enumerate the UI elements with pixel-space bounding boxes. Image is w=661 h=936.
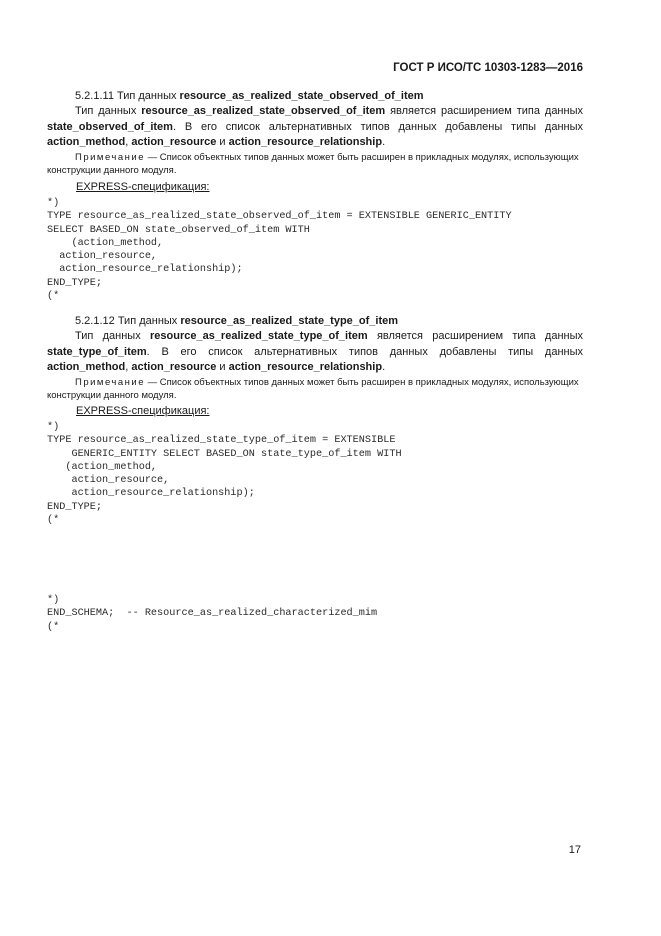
express-spec-label: EXPRESS-спецификация: xyxy=(76,181,210,193)
section-paragraph: Тип данных resource_as_realized_state_observed_of_item является расширением типа данных state_observed_of_item. В его список альтернативных типов данных добавлены типы данных action_method, action_resource и action_resource_relationship. xyxy=(47,105,583,148)
section-title-5-2-1-12: 5.2.1.12 Тип данных resource_as_realized_state_type_of_item xyxy=(75,315,399,327)
note: Примечание — Список объектных типов данных может быть расширен в прикладных модулях, использующих конструкции данного модуля. xyxy=(47,152,579,176)
section-paragraph: Тип данных resource_as_realized_state_type_of_item является расширением типа данных state_type_of_item. В его список альтернативных типов данных добавлены типы данных action_method, action_resource и action_resource_relationship. xyxy=(47,330,583,373)
express-code-block: *) TYPE resource_as_realized_state_observed_of_item = EXTENSIBLE GENERIC_ENTITY SELECT BASED_ON state_observed_of_item WITH (action_method, action_resource, action_resource_relationship); END_TYPE; (* xyxy=(47,198,512,303)
express-spec-label: EXPRESS-спецификация: xyxy=(76,405,210,417)
page-number: 17 xyxy=(568,844,581,856)
document-header: ГОСТ Р ИСО/ТС 10303-1283—2016 xyxy=(393,62,583,74)
end-schema-code-block: *) END_SCHEMA; -- Resource_as_realized_characterized_mim (* xyxy=(47,595,378,633)
note: Примечание — Список объектных типов данных может быть расширен в прикладных модулях, использующих конструкции данного модуля. xyxy=(47,377,579,401)
section-title-5-2-1-11: 5.2.1.11 Тип данных resource_as_realized_state_observed_of_item xyxy=(75,90,424,102)
express-code-block: *) TYPE resource_as_realized_state_type_of_item = EXTENSIBLE GENERIC_ENTITY SELECT BASED_ON state_type_of_item WITH (action_method, action_resource, action_resource_relationship); END_TYPE; (* xyxy=(47,422,402,527)
